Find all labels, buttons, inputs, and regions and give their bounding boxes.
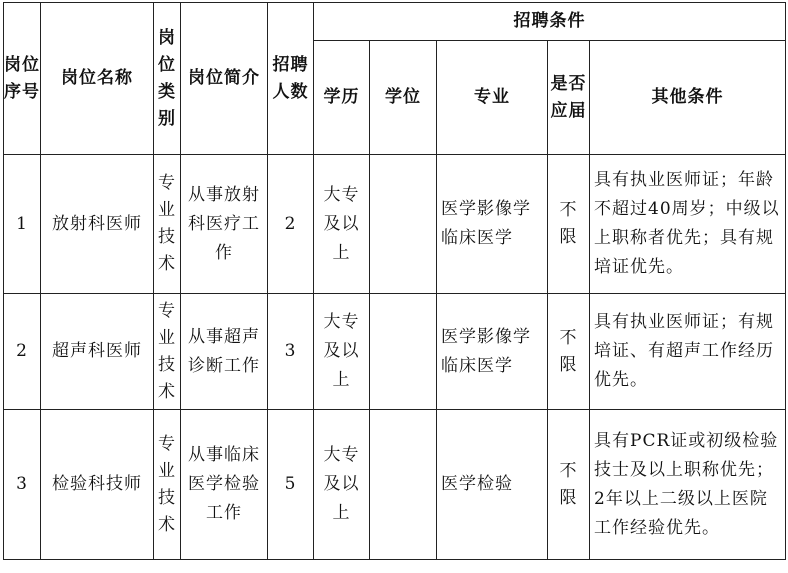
header-fresh: 是否应届	[548, 41, 590, 155]
cell-edu: 大专及以上	[314, 410, 370, 560]
cell-intro: 从事放射科医疗工作	[181, 155, 268, 294]
cell-major: 医学影像学临床医学	[437, 294, 548, 410]
cell-type: 专业技术	[154, 294, 181, 410]
cell-degree	[370, 410, 437, 560]
cell-degree	[370, 155, 437, 294]
header-edu: 学历	[314, 41, 370, 155]
cell-name: 放射科医师	[41, 155, 154, 294]
cell-fresh: 不限	[548, 294, 590, 410]
table-row	[4, 294, 786, 410]
header-major: 专业	[437, 41, 548, 155]
cell-type: 专业技术	[154, 155, 181, 294]
header-seq: 岗位序号	[4, 3, 41, 155]
cell-other: 具有执业医师证；年龄不超过40周岁；中级以上职称者优先；具有规培证优先。	[590, 155, 786, 294]
header-conditions: 招聘条件	[314, 3, 786, 41]
cell-count: 5	[268, 410, 314, 560]
cell-edu: 大专及以上	[314, 294, 370, 410]
recruitment-table	[3, 2, 786, 560]
cell-type: 专业技术	[154, 410, 181, 560]
header-name: 岗位名称	[41, 3, 154, 155]
cell-seq: 3	[4, 410, 41, 560]
cell-intro: 从事临床医学检验工作	[181, 410, 268, 560]
cell-major: 医学影像学临床医学	[437, 155, 548, 294]
cell-other: 具有PCR证或初级检验技士及以上职称优先；2年以上二级以上医院工作经验优先。	[590, 410, 786, 560]
cell-fresh: 不限	[548, 410, 590, 560]
header-type: 岗位类别	[154, 3, 181, 155]
cell-name: 超声科医师	[41, 294, 154, 410]
header-count: 招聘人数	[268, 3, 314, 155]
cell-intro: 从事超声诊断工作	[181, 294, 268, 410]
cell-other: 具有执业医师证；有规培证、有超声工作经历优先。	[590, 294, 786, 410]
header-degree: 学位	[370, 41, 437, 155]
cell-seq: 1	[4, 155, 41, 294]
header-intro: 岗位简介	[181, 3, 268, 155]
cell-fresh: 不限	[548, 155, 590, 294]
table-row	[4, 155, 786, 294]
cell-seq: 2	[4, 294, 41, 410]
cell-count: 3	[268, 294, 314, 410]
cell-name: 检验科技师	[41, 410, 154, 560]
cell-count: 2	[268, 155, 314, 294]
table-row	[4, 410, 786, 560]
cell-major: 医学检验	[437, 410, 548, 560]
cell-degree	[370, 294, 437, 410]
cell-edu: 大专及以上	[314, 155, 370, 294]
header-other: 其他条件	[590, 41, 786, 155]
